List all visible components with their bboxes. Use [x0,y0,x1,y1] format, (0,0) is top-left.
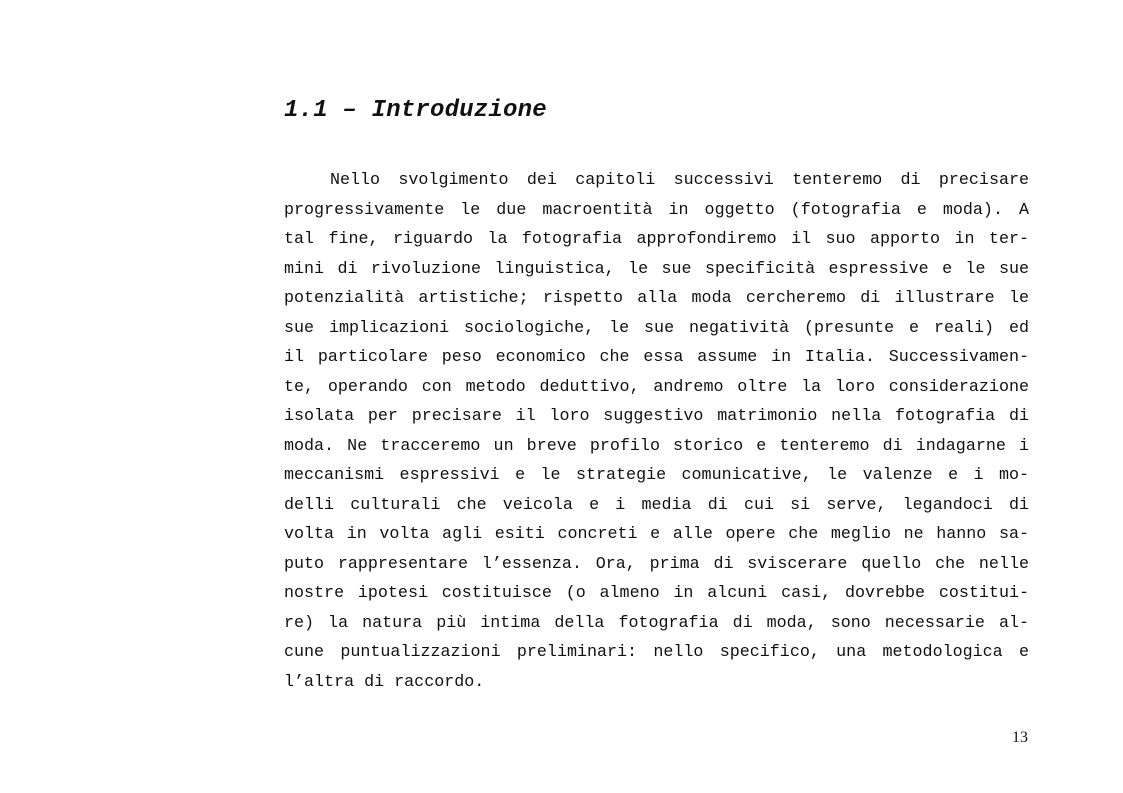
section-heading: 1.1 – Introduzione [284,97,547,124]
body-paragraph [284,166,1029,697]
paragraph-line: l’altra di raccordo. [284,672,485,692]
paragraph-line: progressivamente le due macroentità in oggetto (fotografia e moda). A [284,200,1029,220]
paragraph-line: delli culturali che veicola e i media di cui si serve, legandoci di [284,495,1029,515]
paragraph-line: tal fine, riguardo la fotografia approfondiremo il suo apporto in ter- [284,230,1029,249]
paragraph-line: meccanismi espressivi e le strategie comunicative, le valenze e i mo- [284,466,1029,485]
paragraph-line: puto rappresentare l’essenza. Ora, prima di sviscerare quello che nelle [284,554,1029,574]
paragraph-line: isolata per precisare il loro suggestivo matrimonio nella fotografia di [284,407,1029,426]
paragraph-line: re) la natura più intima della fotografia di moda, sono necessarie al- [284,613,1029,633]
paragraph-line: il particolare peso economico che essa assume in Italia. Successivamen- [284,348,1029,367]
paragraph-line: te, operando con metodo deduttivo, andremo oltre la loro considerazione [284,377,1029,397]
paragraph-line: volta in volta agli esiti concreti e alle opere che meglio ne hanno sa- [284,525,1029,544]
paragraph-line: moda. Ne tracceremo un breve profilo storico e tenteremo di indagarne i [284,436,1029,456]
page-number: 13 [1012,729,1028,746]
paragraph-line: Nello svolgimento dei capitoli successivi tenteremo di precisare [330,171,1029,190]
paragraph-line: mini di rivoluzione linguistica, le sue specificità espressive e le sue [284,259,1029,279]
paragraph-line: sue implicazioni sociologiche, le sue negatività (presunte e reali) ed [284,318,1029,338]
paragraph-line: nostre ipotesi costituisce (o almeno in alcuni casi, dovrebbe costitui- [284,584,1029,603]
paragraph-line: potenzialità artistiche; rispetto alla moda cercheremo di illustrare le [284,289,1029,308]
paragraph-line: cune puntualizzazioni preliminari: nello specifico, una metodologica e [284,643,1029,662]
